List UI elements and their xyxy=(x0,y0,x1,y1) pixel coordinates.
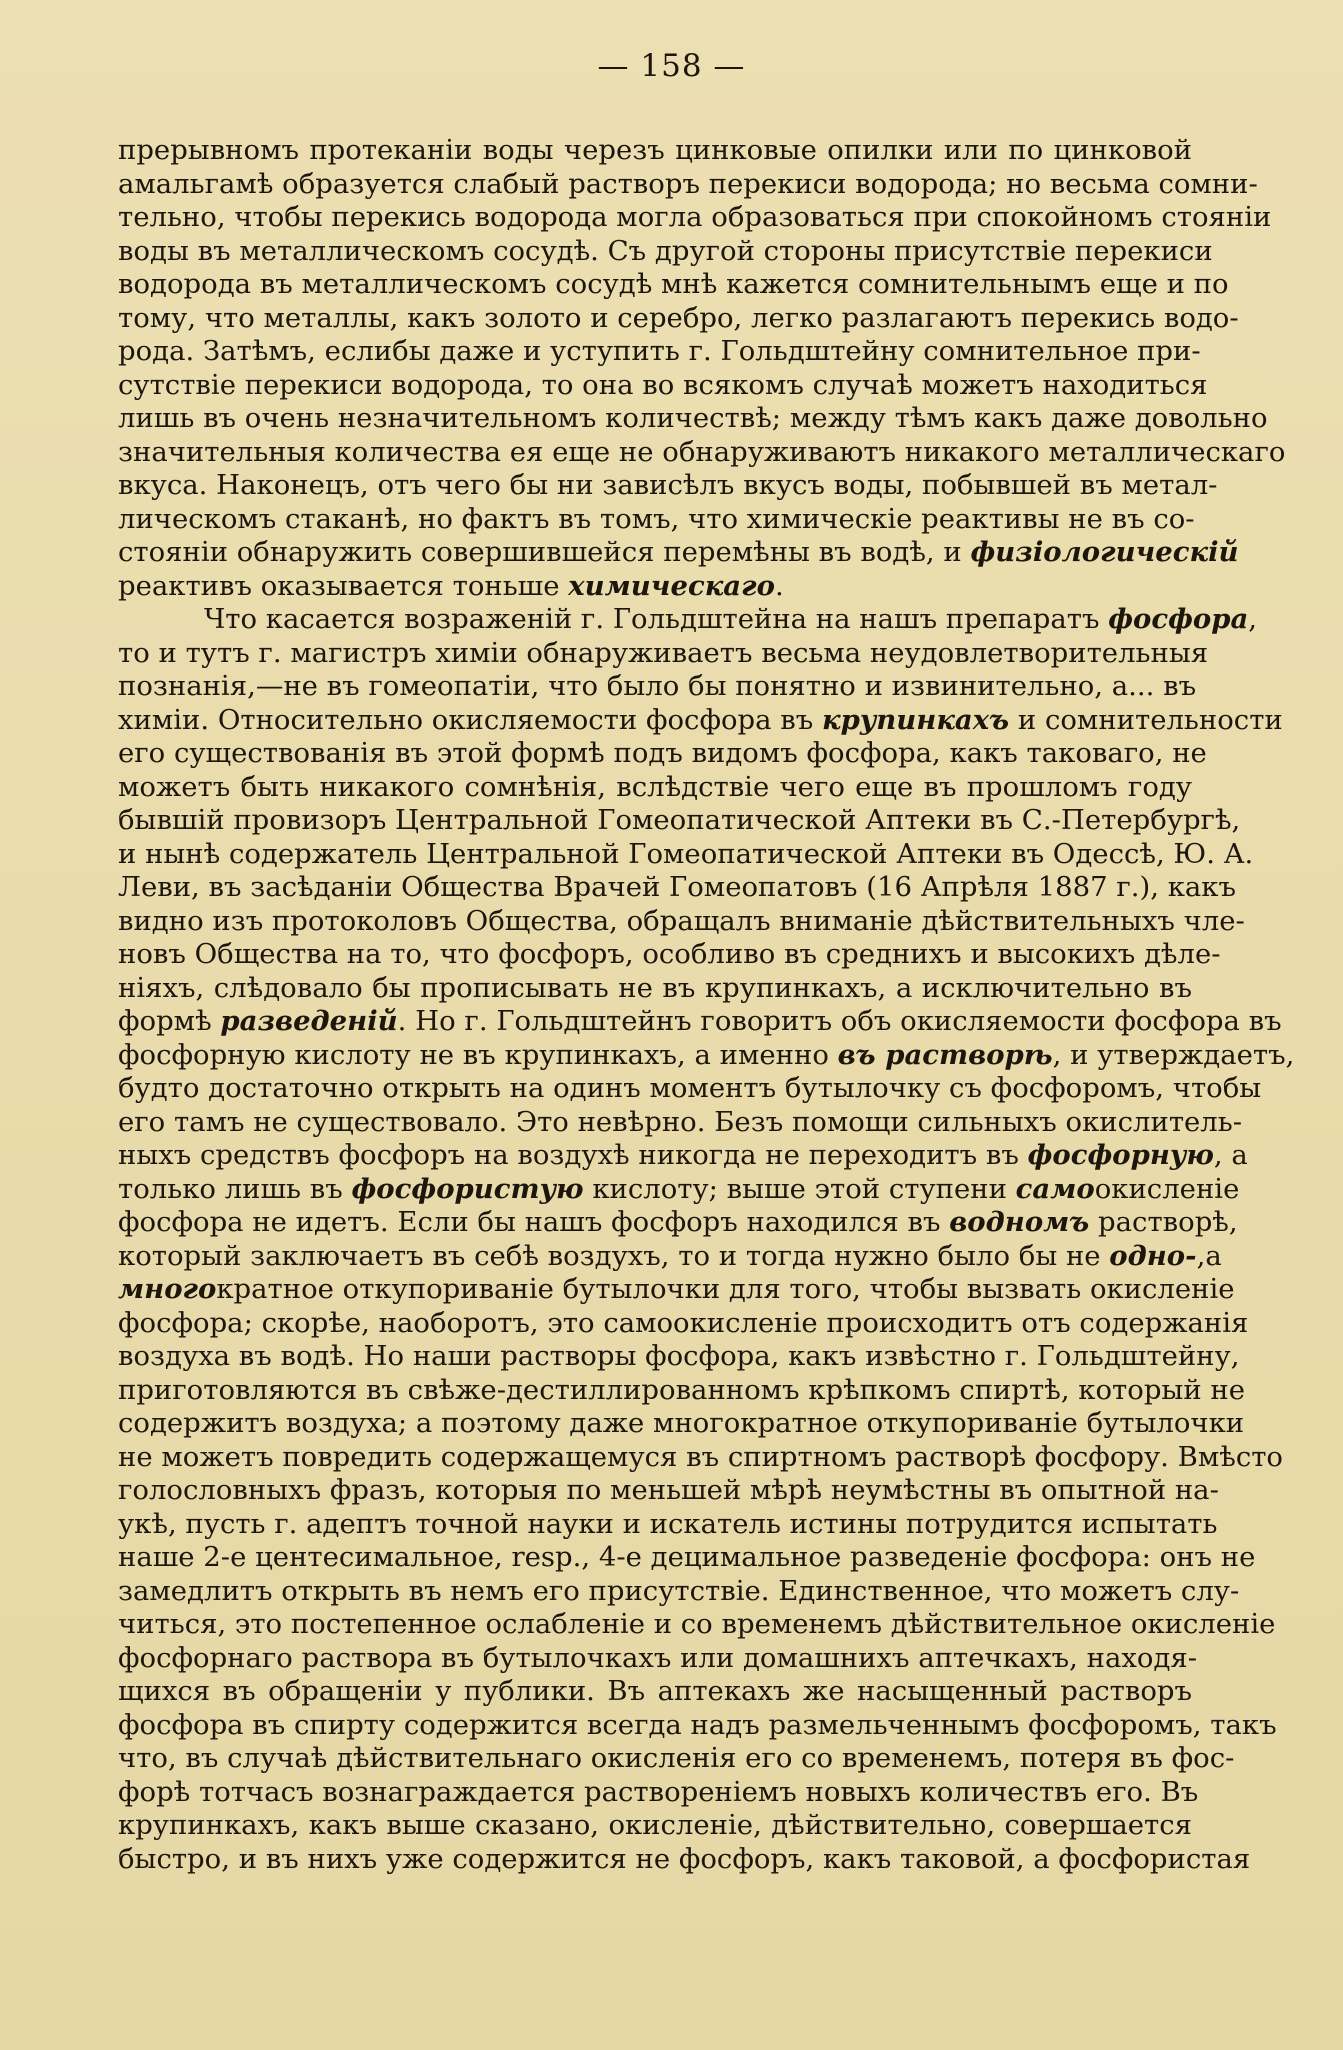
text-line: щихся въ обращеніи у публики. Въ аптекахъ же насыщенный растворъ xyxy=(118,1675,1192,1707)
text-line: замедлитъ открыть въ немъ его присутствіе. Единственное, что можетъ слу- xyxy=(118,1574,1240,1607)
text-line: укѣ, пусть г. адептъ точной науки и искатель истины потрудится испытать xyxy=(118,1507,1218,1540)
text-line: ныхъ средствъ фосфоръ на воздухѣ никогда не переходитъ въ фосфорную, а xyxy=(118,1139,1248,1171)
text-line: вкуса. Наконецъ, отъ чего бы ни зависѣлъ вкусъ воды, побывшей въ метал- xyxy=(118,469,1218,501)
page-number: — 158 — xyxy=(597,48,746,84)
text-line: будто достаточно открыть на одинъ моментъ бутылочку съ фосфоромъ, чтобы xyxy=(118,1072,1262,1104)
text-line: его существованія въ этой формѣ подъ видомъ фосфора, какъ таковаго, не xyxy=(118,737,1207,769)
paragraph xyxy=(118,603,1295,1876)
text-line: не можетъ повредить содержащемуся въ спиртномъ растворѣ фосфору. Вмѣсто xyxy=(118,1440,1283,1473)
text-line: новъ Общества на то, что фосфоръ, особливо въ среднихъ и высокихъ дѣле- xyxy=(118,938,1221,970)
text-line: стояніи обнаружить совершившейся перемѣны въ водѣ, и физіологическій xyxy=(118,536,1239,568)
text-line: лическомъ стаканѣ, но фактъ въ томъ, что химическіе реактивы не въ со- xyxy=(118,502,1195,535)
text-line: фосфора въ спирту содержится всегда надъ размельченнымъ фосфоромъ, такъ xyxy=(118,1708,1277,1741)
text-line: можетъ быть никакого сомнѣнія, вслѣдствіе чего еще въ прошломъ году xyxy=(118,770,1192,803)
text-line: фосфорную кислоту не въ крупинкахъ, а именно въ растворѣ, и утверждаетъ, xyxy=(118,1038,1295,1071)
text-line: только лишь въ фосфористую кислоту; выше этой ступени самоокисленіе xyxy=(118,1172,1240,1205)
paragraph xyxy=(118,134,1286,603)
text-line: крупинкахъ, какъ выше сказано, окисленіе, дѣйствительно, совершается xyxy=(118,1809,1192,1841)
text-line: водорода въ металлическомъ сосудѣ мнѣ кажется сомнительнымъ еще и по xyxy=(118,268,1229,300)
text-line: что, въ случаѣ дѣйствительнаго окисленія его со временемъ, потеря въ фос- xyxy=(118,1742,1235,1774)
text-line: читься, это постепенное ослабленіе и со временемъ дѣйствительное окисленіе xyxy=(118,1608,1276,1640)
text-line: рода. Затѣмъ, еслибы даже и уступить г. Гольдштейну сомнительное при- xyxy=(118,335,1201,367)
text-line: то и тутъ г. магистръ химіи обнаруживаетъ весьма неудовлетворительныя xyxy=(118,636,1209,669)
text-line: воздуха въ водѣ. Но наши растворы фосфора, какъ извѣстно г. Гольдштейну, xyxy=(118,1340,1240,1372)
text-line: и нынѣ содержатель Центральной Гомеопатической Аптеки въ Одессѣ, Ю. А. xyxy=(118,837,1254,870)
text-line: фосфорнаго раствора въ бутылочкахъ или домашнихъ аптечкахъ, находя- xyxy=(118,1641,1198,1674)
text-line: быстро, и въ нихъ уже содержится не фосфоръ, какъ таковой, а фосфористая xyxy=(118,1842,1251,1875)
text-line: который заключаетъ въ себѣ воздухъ, то и тогда нужно было бы не одно-,а xyxy=(118,1239,1222,1272)
text-line: видно изъ протоколовъ Общества, обращалъ вниманіе дѣйствительныхъ чле- xyxy=(118,904,1245,937)
body-text xyxy=(118,134,1295,1876)
text-line: познанія,—не въ гомеопатіи, что было бы понятно и извинительно, а... въ xyxy=(118,670,1197,702)
text-line: его тамъ не существовало. Это невѣрно. Безъ помощи сильныхъ окислитель- xyxy=(118,1105,1243,1138)
text-line: значительныя количества ея еще не обнаруживаютъ никакого металлическаго xyxy=(118,435,1286,468)
text-line: многократное откупориваніе бутылочки для того, чтобы вызвать окисленіе xyxy=(118,1273,1235,1305)
text-line: формѣ разведеній. Но г. Гольдштейнъ говоритъ объ окисляемости фосфора въ xyxy=(118,1005,1282,1037)
text-line: сутствіе перекиси водорода, то она во всякомъ случаѣ можетъ находиться xyxy=(118,368,1208,401)
text-line: содержитъ воздуха; а поэтому даже многократное откупориваніе бутылочки xyxy=(118,1407,1245,1439)
text-line: фосфора не идетъ. Если бы нашъ фосфоръ находился въ водномъ растворѣ, xyxy=(118,1206,1238,1238)
text-line: голословныхъ фразъ, которыя по меньшей мѣрѣ неумѣстны въ опытной на- xyxy=(118,1474,1219,1506)
text-line: фосфора; скорѣе, наоборотъ, это самоокисленіе происходитъ отъ содержанія xyxy=(118,1306,1249,1339)
text-line: Что касается возраженій г. Гольдштейна на нашъ препаратъ фосфора, xyxy=(204,603,1258,635)
text-line: воды въ металлическомъ сосудѣ. Съ другой стороны присутствіе перекиси xyxy=(118,234,1213,267)
text-line: химіи. Относительно окисляемости фосфора въ крупинкахъ и сомнительности xyxy=(118,703,1283,736)
text-line: тому, что металлы, какъ золото и серебро, легко разлагаютъ перекись водо- xyxy=(118,301,1239,334)
text-line: реактивъ оказывается тоньше химическаго. xyxy=(118,569,784,602)
text-line: наше 2-е центесимальное, resp., 4-е децимальное разведеніе фосфора: онъ не xyxy=(118,1541,1256,1573)
text-line: форѣ тотчасъ вознаграждается раствореніемъ новыхъ количествъ его. Въ xyxy=(118,1775,1199,1808)
text-line: ніяхъ, слѣдовало бы прописывать не въ крупинкахъ, а исключительно въ xyxy=(118,971,1192,1004)
text-line: лишь въ очень незначительномъ количествѣ; между тѣмъ какъ даже довольно xyxy=(118,402,1268,434)
text-line: амальгамѣ образуется слабый растворъ перекиси водорода; но весьма сомни- xyxy=(118,167,1258,200)
text-line: Леви, въ засѣданіи Общества Врачей Гомеопатовъ (16 Апрѣля 1887 г.), какъ xyxy=(118,871,1236,903)
text-line: тельно, чтобы перекись водорода могла образоваться при спокойномъ стояніи xyxy=(118,201,1272,233)
text-line: бывшій провизоръ Центральной Гомеопатической Аптеки въ С.-Петербургѣ, xyxy=(118,804,1241,836)
text-line: приготовляются въ свѣже-дестиллированномъ крѣпкомъ спиртѣ, который не xyxy=(118,1373,1245,1406)
text-line: прерывномъ протеканіи воды черезъ цинковые опилки или по цинковой xyxy=(118,134,1192,166)
